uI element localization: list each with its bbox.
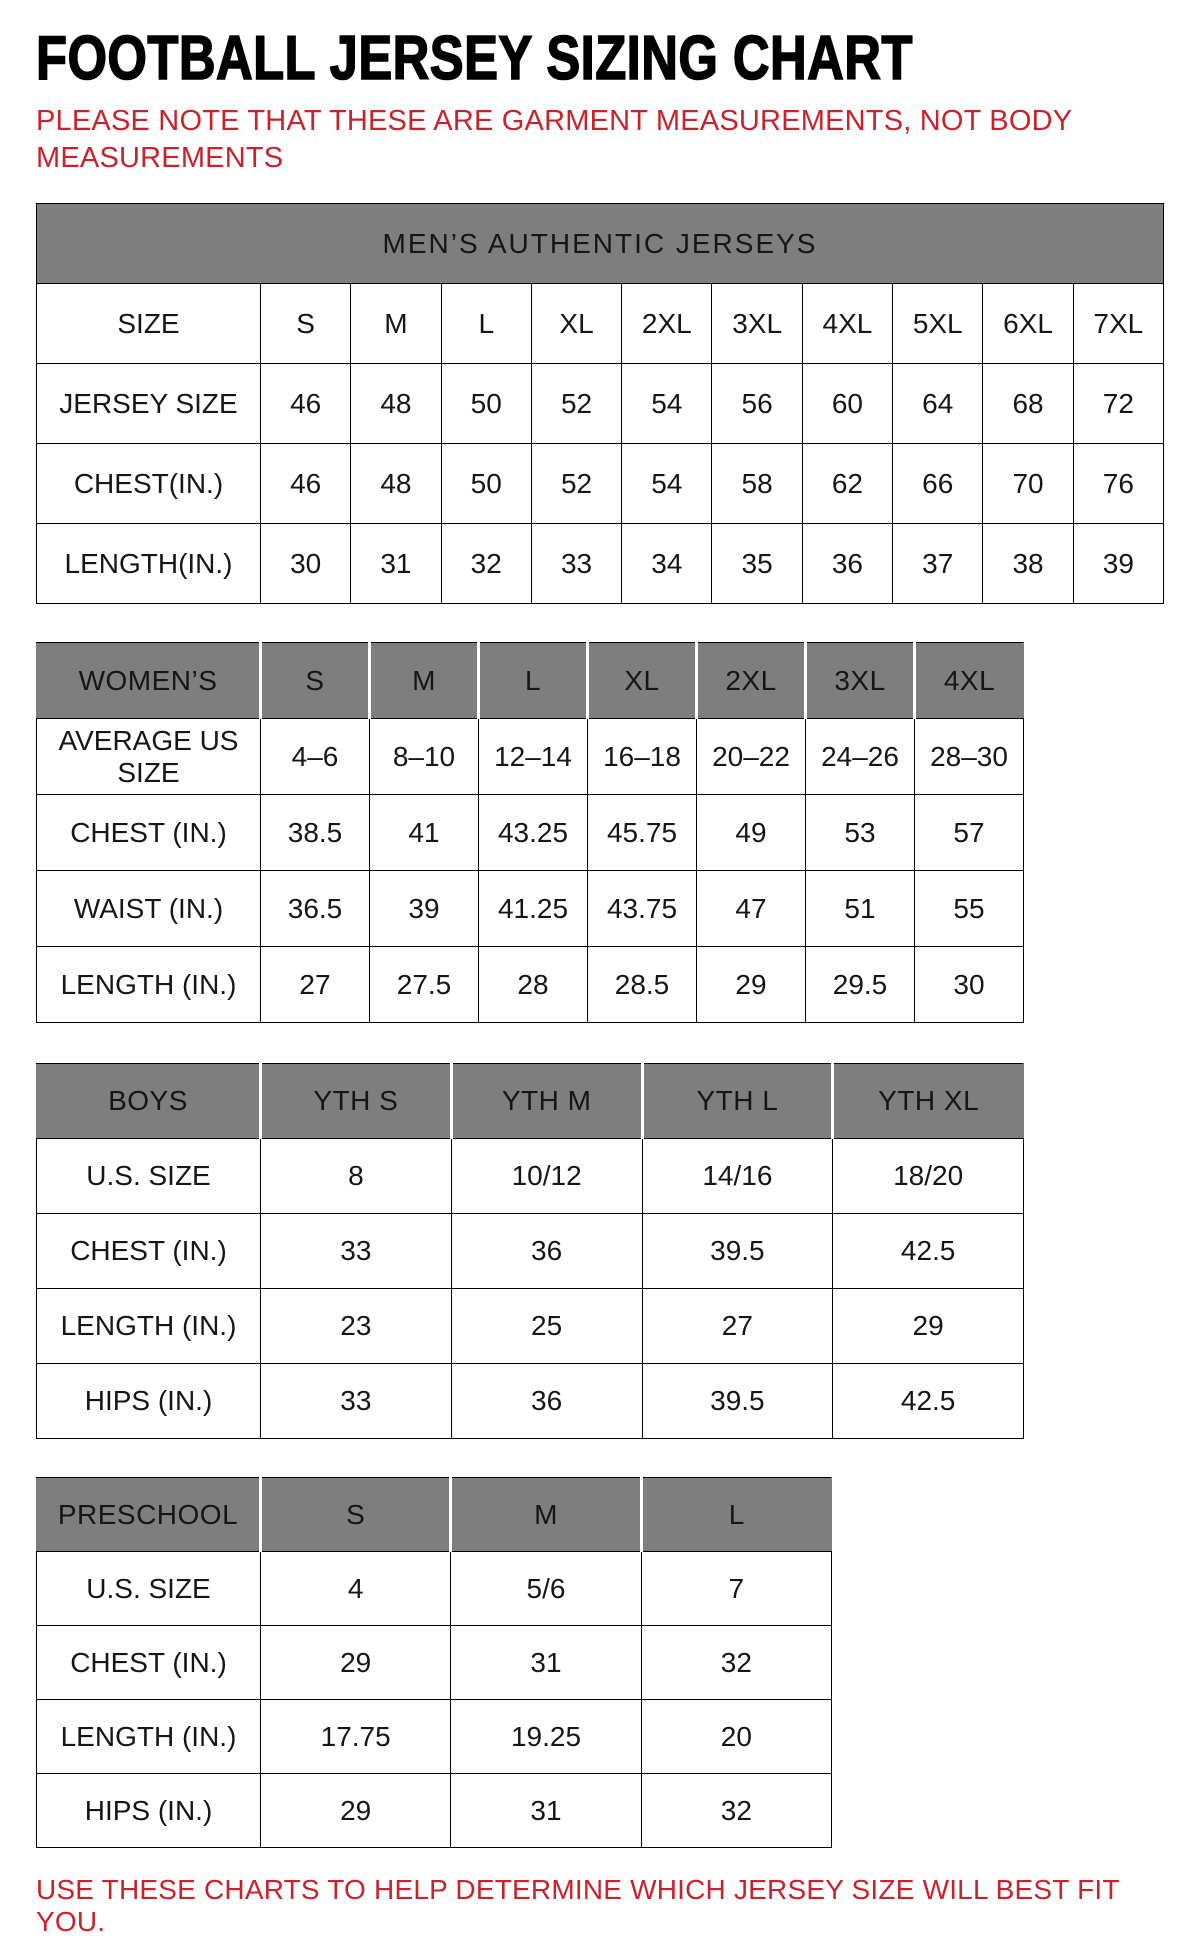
- data-cell: 54: [622, 364, 712, 444]
- data-cell: 51: [806, 871, 915, 947]
- womens-sizing-table: [36, 642, 1024, 1023]
- column-header: YTH L: [642, 1064, 833, 1139]
- table-row: [37, 444, 1164, 524]
- data-cell: 2XL: [622, 284, 712, 364]
- data-cell: 3XL: [712, 284, 802, 364]
- table-header-row: [37, 1478, 832, 1552]
- data-cell: 4: [261, 1552, 451, 1626]
- data-cell: L: [441, 284, 531, 364]
- data-cell: 34: [622, 524, 712, 604]
- row-label: HIPS (IN.): [37, 1774, 261, 1848]
- row-label: CHEST (IN.): [37, 1214, 261, 1289]
- row-label: CHEST (IN.): [37, 795, 261, 871]
- table-header-row: [37, 643, 1024, 719]
- row-label: LENGTH (IN.): [37, 1700, 261, 1774]
- data-cell: 27: [642, 1289, 833, 1364]
- data-cell: 29: [697, 947, 806, 1023]
- row-label: CHEST(IN.): [37, 444, 261, 524]
- data-cell: 36: [802, 524, 892, 604]
- row-label: U.S. SIZE: [37, 1139, 261, 1214]
- data-cell: 4–6: [261, 719, 370, 795]
- data-cell: 53: [806, 795, 915, 871]
- data-cell: 31: [451, 1626, 641, 1700]
- data-cell: 5XL: [893, 284, 983, 364]
- data-cell: 38: [983, 524, 1073, 604]
- table-row: [37, 1289, 1024, 1364]
- data-cell: 56: [712, 364, 802, 444]
- data-cell: M: [351, 284, 441, 364]
- data-cell: 32: [441, 524, 531, 604]
- data-cell: 36.5: [261, 871, 370, 947]
- boys-sizing-table: [36, 1063, 1024, 1439]
- table-row: [37, 524, 1164, 604]
- row-label: WAIST (IN.): [37, 871, 261, 947]
- data-cell: 29.5: [806, 947, 915, 1023]
- data-cell: 54: [622, 444, 712, 524]
- column-header: YTH M: [451, 1064, 642, 1139]
- fit-guidance-note: USE THESE CHARTS TO HELP DETERMINE WHICH JERSEY SIZE WILL BEST FIT YOU.: [36, 1874, 1120, 1938]
- data-cell: 29: [833, 1289, 1024, 1364]
- data-cell: 12–14: [479, 719, 588, 795]
- data-cell: 28–30: [915, 719, 1024, 795]
- data-cell: 7: [641, 1552, 831, 1626]
- data-cell: 47: [697, 871, 806, 947]
- table-row: [37, 719, 1024, 795]
- row-label: LENGTH(IN.): [37, 524, 261, 604]
- data-cell: 52: [531, 364, 621, 444]
- data-cell: 20: [641, 1700, 831, 1774]
- table-title: WOMEN’S: [37, 643, 261, 719]
- data-cell: 27.5: [370, 947, 479, 1023]
- table-row: [37, 364, 1164, 444]
- data-cell: 38.5: [261, 795, 370, 871]
- data-cell: 17.75: [261, 1700, 451, 1774]
- column-header: M: [451, 1478, 641, 1552]
- column-header: L: [479, 643, 588, 719]
- data-cell: 66: [893, 444, 983, 524]
- data-cell: 28.5: [588, 947, 697, 1023]
- row-label: U.S. SIZE: [37, 1552, 261, 1626]
- data-cell: 76: [1073, 444, 1163, 524]
- table-row: [37, 284, 1164, 364]
- data-cell: 39: [1073, 524, 1163, 604]
- data-cell: 64: [893, 364, 983, 444]
- column-header: YTH S: [261, 1064, 452, 1139]
- column-header: M: [370, 643, 479, 719]
- data-cell: 39.5: [642, 1214, 833, 1289]
- data-cell: 48: [351, 444, 441, 524]
- data-cell: 23: [261, 1289, 452, 1364]
- data-cell: 16–18: [588, 719, 697, 795]
- data-cell: 8–10: [370, 719, 479, 795]
- row-label: CHEST (IN.): [37, 1626, 261, 1700]
- page-title-text: FOOTBALL JERSEY SIZING CHART: [36, 24, 913, 93]
- data-cell: 33: [261, 1214, 452, 1289]
- data-cell: 41: [370, 795, 479, 871]
- data-cell: 27: [261, 947, 370, 1023]
- data-cell: 60: [802, 364, 892, 444]
- table-row: [37, 1700, 832, 1774]
- row-label: HIPS (IN.): [37, 1364, 261, 1439]
- data-cell: 42.5: [833, 1364, 1024, 1439]
- preschool-sizing-table: [36, 1477, 832, 1848]
- data-cell: 30: [915, 947, 1024, 1023]
- data-cell: 32: [641, 1774, 831, 1848]
- data-cell: 49: [697, 795, 806, 871]
- data-cell: 33: [531, 524, 621, 604]
- mens-sizing-table: [36, 203, 1164, 604]
- data-cell: 31: [351, 524, 441, 604]
- row-label: LENGTH (IN.): [37, 1289, 261, 1364]
- data-cell: 35: [712, 524, 802, 604]
- table-row: [37, 795, 1024, 871]
- data-cell: 31: [451, 1774, 641, 1848]
- table-row: [37, 1774, 832, 1848]
- row-label: SIZE: [37, 284, 261, 364]
- column-header: 3XL: [806, 643, 915, 719]
- table-row: [37, 871, 1024, 947]
- data-cell: 39: [370, 871, 479, 947]
- row-label: AVERAGE US SIZE: [37, 719, 261, 795]
- data-cell: 14/16: [642, 1139, 833, 1214]
- column-header: L: [641, 1478, 831, 1552]
- data-cell: 30: [261, 524, 351, 604]
- data-cell: 4XL: [802, 284, 892, 364]
- data-cell: 10/12: [451, 1139, 642, 1214]
- data-cell: 28: [479, 947, 588, 1023]
- garment-measurement-note: PLEASE NOTE THAT THESE ARE GARMENT MEASUREMENTS, NOT BODY MEASUREMENTS: [36, 104, 1072, 175]
- data-cell: 68: [983, 364, 1073, 444]
- table-row: [37, 1552, 832, 1626]
- data-cell: 43.25: [479, 795, 588, 871]
- table-row: [37, 1214, 1024, 1289]
- column-header: 4XL: [915, 643, 1024, 719]
- data-cell: 20–22: [697, 719, 806, 795]
- data-cell: 24–26: [806, 719, 915, 795]
- data-cell: 72: [1073, 364, 1163, 444]
- data-cell: 52: [531, 444, 621, 524]
- page-title: [36, 26, 1160, 93]
- data-cell: 37: [893, 524, 983, 604]
- data-cell: 48: [351, 364, 441, 444]
- data-cell: 70: [983, 444, 1073, 524]
- data-cell: 41.25: [479, 871, 588, 947]
- data-cell: 8: [261, 1139, 452, 1214]
- data-cell: 29: [261, 1626, 451, 1700]
- data-cell: 45.75: [588, 795, 697, 871]
- data-cell: 50: [441, 444, 531, 524]
- table-title-row: [37, 204, 1164, 284]
- table-title: BOYS: [37, 1064, 261, 1139]
- data-cell: 7XL: [1073, 284, 1163, 364]
- data-cell: 62: [802, 444, 892, 524]
- table-header-row: [37, 1064, 1024, 1139]
- data-cell: 55: [915, 871, 1024, 947]
- data-cell: 39.5: [642, 1364, 833, 1439]
- data-cell: 58: [712, 444, 802, 524]
- data-cell: 43.75: [588, 871, 697, 947]
- data-cell: 36: [451, 1214, 642, 1289]
- data-cell: 19.25: [451, 1700, 641, 1774]
- data-cell: XL: [531, 284, 621, 364]
- data-cell: 36: [451, 1364, 642, 1439]
- data-cell: 46: [261, 444, 351, 524]
- data-cell: 25: [451, 1289, 642, 1364]
- table-row: [37, 947, 1024, 1023]
- data-cell: 42.5: [833, 1214, 1024, 1289]
- data-cell: 29: [261, 1774, 451, 1848]
- row-label: JERSEY SIZE: [37, 364, 261, 444]
- column-header: XL: [588, 643, 697, 719]
- data-cell: S: [261, 284, 351, 364]
- column-header: S: [261, 1478, 451, 1552]
- data-cell: 6XL: [983, 284, 1073, 364]
- column-header: S: [261, 643, 370, 719]
- data-cell: 50: [441, 364, 531, 444]
- data-cell: 5/6: [451, 1552, 641, 1626]
- column-header: YTH XL: [833, 1064, 1024, 1139]
- row-label: LENGTH (IN.): [37, 947, 261, 1023]
- data-cell: 33: [261, 1364, 452, 1439]
- data-cell: 18/20: [833, 1139, 1024, 1214]
- table-row: [37, 1626, 832, 1700]
- table-row: [37, 1139, 1024, 1214]
- column-header: 2XL: [697, 643, 806, 719]
- data-cell: 46: [261, 364, 351, 444]
- data-cell: 57: [915, 795, 1024, 871]
- data-cell: 32: [641, 1626, 831, 1700]
- table-title: PRESCHOOL: [37, 1478, 261, 1552]
- table-title: MEN’S AUTHENTIC JERSEYS: [37, 204, 1164, 284]
- table-row: [37, 1364, 1024, 1439]
